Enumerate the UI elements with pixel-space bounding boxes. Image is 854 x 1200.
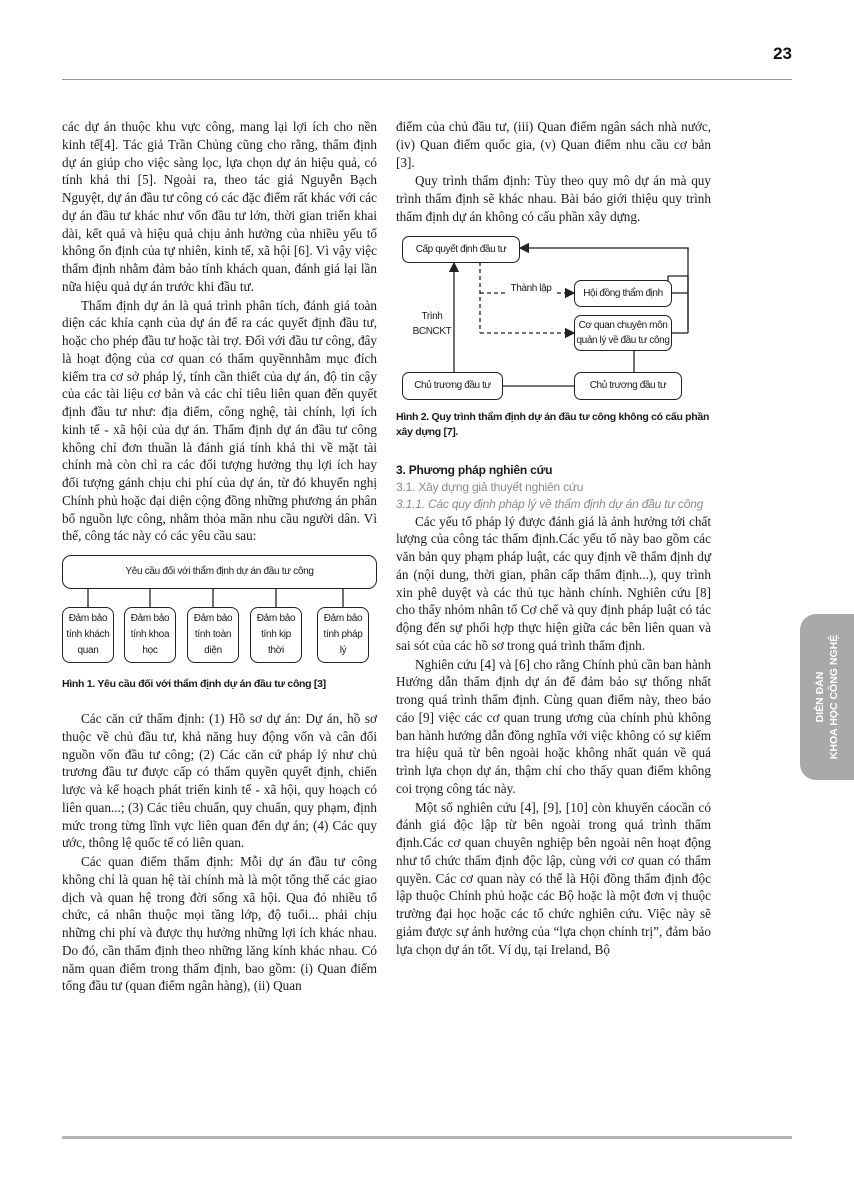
figure-1: [62, 555, 377, 673]
figure-1-item-scientific: Đảm bảo tính khoa học: [124, 607, 176, 663]
left-paragraph-4: Các quan điểm thẩm định: Mỗi dự án đầu tư công không chỉ là quan hệ tài chính mà là một tổng thể các giao dịch và quan hệ trong đời sống xã hội. Qua đó nhiều tổ chức, cá nhân thuộc mọi tầng lớp, độ tuổi... phải chịu những chi phí và được thụ hưởng những lợi ích khác nhau. Do đó, cần thẩm định theo những lăng kính khác nhau. Có năm quan điểm trong thẩm định, bao gồm: (i) Quan điểm tổng đầu tư (quan điểm ngân hàng), (ii) Quan: [62, 854, 377, 994]
left-paragraph-3: Các căn cứ thẩm định: (1) Hồ sơ dự án: Dự án, hồ sơ thuộc về chủ đầu tư, khả năng huy động vốn và cân đối nguồn vốn đầu tư công; (2) Các căn cứ pháp lý như chủ trương đầu tư được cấp có thẩm quyền quyết định, chiến lược và kế hoạch phát triển kinh tế - xã hội, quy hoạch có liên quan...; (3) Các tiêu chuẩn, quy chuẩn, quy phạm, định mức trong từng lĩnh vực liên quan đến dự án; (4) Các quy ước, thông lệ quốc tế có liên quan.: [62, 711, 377, 851]
figure-1-item-legal: Đảm bảo tính pháp lý: [317, 607, 369, 663]
side-tab-line-2: KHOA HỌC CÔNG NGHỆ: [828, 634, 840, 760]
figure-2-box-policy-left: Chủ trương đầu tư: [402, 372, 503, 400]
figure-1-item-objective: Đảm bảo tính khách quan: [62, 607, 114, 663]
figure-2-label-establish: Thành lập: [505, 281, 557, 296]
figure-2-label-submit: Trình BCNCKT: [412, 310, 452, 337]
figure-2-box-investment-decision: Cấp quyết định đầu tư: [402, 236, 520, 263]
figure-2-box-council: Hội đồng thẩm định: [574, 280, 672, 307]
section-title: 3. Phương pháp nghiên cứu: [396, 462, 553, 477]
left-paragraph-1: các dự án thuộc khu vực công, mang lại lợi ích cho nền kinh tế[4]. Tác giả Trần Chủng cũng cho rằng, thẩm định dự án giúp cho việc sàng lọc, lựa chọn dự án hiệu quả, có tính khả thi [5]. Ngoài ra, theo tác giả Nguyễn Bạch Nguyệt, dự án đầu tư công có các đặc điểm rất khác với các dự án đầu tư khác như vốn đầu tư lớn, thời gian triển khai dài, kết quả và hiệu quả chịu ảnh hưởng của nhiều yếu tố không ổn định của tự nhiên, kinh tế, xã hội [6]. Vì vậy việc thẩm định nhằm đảm bảo tính khách quan, đánh giá lại lần nữa hiệu quả dự án trước khi đầu tư.: [62, 119, 377, 294]
right-paragraph-3: Các yếu tố pháp lý được đánh giá là ảnh hưởng tới chất lượng của công tác thẩm định.Các yếu tố này bao gồm các văn bản quy phạm pháp luật, các quy định về thẩm định dự án (nội dung, thời gian, phân cấp thẩm định...), quy trình xin phê duyệt và các thủ tục hành chính. Nghiên cứu [8] cho thấy nhóm nhân tố Cơ chế và quy định pháp luật có tác động đến sự phối hợp thực hiện giữa các bên liên quan và sai sót của các hồ sơ trong quá trình thẩm định.: [396, 513, 711, 653]
page-number: 23: [773, 44, 792, 63]
right-paragraph-4: Nghiên cứu [4] và [6] cho rằng Chính phủ cần ban hành Hướng dẫn thẩm định dự án để đảm bảo sự thống nhất trong quá trình thẩm định. Cùng quan điểm này, theo báo cáo [9] việc các cơ quan trung ương của chính phủ không ban hành hướng dẫn đồng nghĩa với việc không có sự kiểm tra hiệu quả từ bên ngoài hoặc không nhất quán về quá trình lựa chọn dự án, thậm chí cho thấy quan điểm không coi trọng công tác này.: [396, 656, 711, 796]
figure-2-caption: Hình 2. Quy trình thẩm định dự án đầu tư công không có cấu phần xây dựng [7].: [396, 410, 710, 438]
right-paragraph-2: Quy trình thẩm định: Tùy theo quy mô dự án mà quy trình thẩm định sẽ khác nhau. Bài báo giới thiệu quy trình thẩm định dự án không có cấu phần xây dựng.: [396, 173, 711, 224]
figure-2-box-policy-right: Chủ trương đầu tư: [574, 372, 682, 400]
left-column: [62, 118, 377, 996]
figure-2-box-agency: Cơ quan chuyên môn quản lý về đầu tư công: [574, 315, 672, 351]
side-tab: [800, 614, 854, 780]
right-column: [396, 118, 711, 959]
figure-1-item-comprehensive: Đảm bảo tính toàn diện: [187, 607, 239, 663]
left-paragraph-2: Thẩm định dự án là quá trình phân tích, đánh giá toàn diện các khía cạnh của dự án để ra các quyết định đầu tư, hoặc cho phép đầu tư hoặc tài trợ. Đối với đầu tư công, đây là hoạt động của cơ quan có thẩm quyềnnhằm mục đích kiểm tra cơ sở pháp lý, tính cần thiết của dự án, độ tin cậy của các tài liệu cơ bản và các chỉ tiêu liên quan đến quyết định đầu tư như: địa điểm, công nghệ, tài chính, lợi ích kinh tế - xã hội của dự án. Thẩm định dự án đầu tư công không chỉ đơn thuần là đánh giá tính khả thi về mặt tài chính mà còn chỉ ra các đối tượng hưởng thụ lợi ích hay đối tượng gánh chịu chi phí của dự án, từ đó khuyến nghị Chính phủ hoặc đại diện cộng đồng những phương án phân bổ nguồn lực công, nhằm thỏa mãn nhu cầu người dân. Vì thế, công tác này có các yêu cầu sau:: [62, 297, 377, 544]
right-paragraph-5: Một số nghiên cứu [4], [9], [10] còn khuyến cáocần có đánh giá độc lập từ bên ngoài trong quá trình thẩm định.Các cơ quan chuyên nghiệp bên ngoài nên hoạt động như tổ chức thẩm định độc lập, cùng với cơ quan có thẩm quyền. Các cơ quan này có thể là Hội đồng thẩm định độc lập thuộc Chính phủ hoặc các Bộ hoặc là một đơn vị thuộc trường đại học hoặc các tổ chức nghiên cứu. Việc này sẽ giảm được sự ảnh hưởng của “lựa chọn chính trị”, đảm bảo lựa chọn dự án tốt. Ví dụ, tại Ireland, Bộ: [396, 799, 711, 957]
right-paragraph-1: điểm của chủ đầu tư, (iii) Quan điểm ngân sách nhà nước, (iv) Quan điểm quốc gia, (v) Quan điểm nhu cầu cơ bản [3].: [396, 119, 711, 170]
side-tab-line-1: DIỄN ĐÀN: [814, 671, 826, 723]
figure-1-top-box: Yêu cầu đối với thẩm định dự án đầu tư công: [62, 555, 377, 589]
figure-1-caption: Hình 1. Yêu cầu đối với thẩm định dự án đầu tư công [3]: [62, 678, 326, 690]
figure-2: [398, 236, 708, 406]
top-rule: [62, 79, 792, 80]
subsection-title: 3.1. Xây dựng giả thuyết nghiên cứu: [396, 479, 584, 494]
bottom-rule: [62, 1136, 792, 1139]
subsubsection-title: 3.1.1. Các quy định pháp lý về thẩm định dự án đầu tư công: [396, 496, 704, 511]
figure-1-item-timely: Đảm bảo tính kịp thời: [250, 607, 302, 663]
